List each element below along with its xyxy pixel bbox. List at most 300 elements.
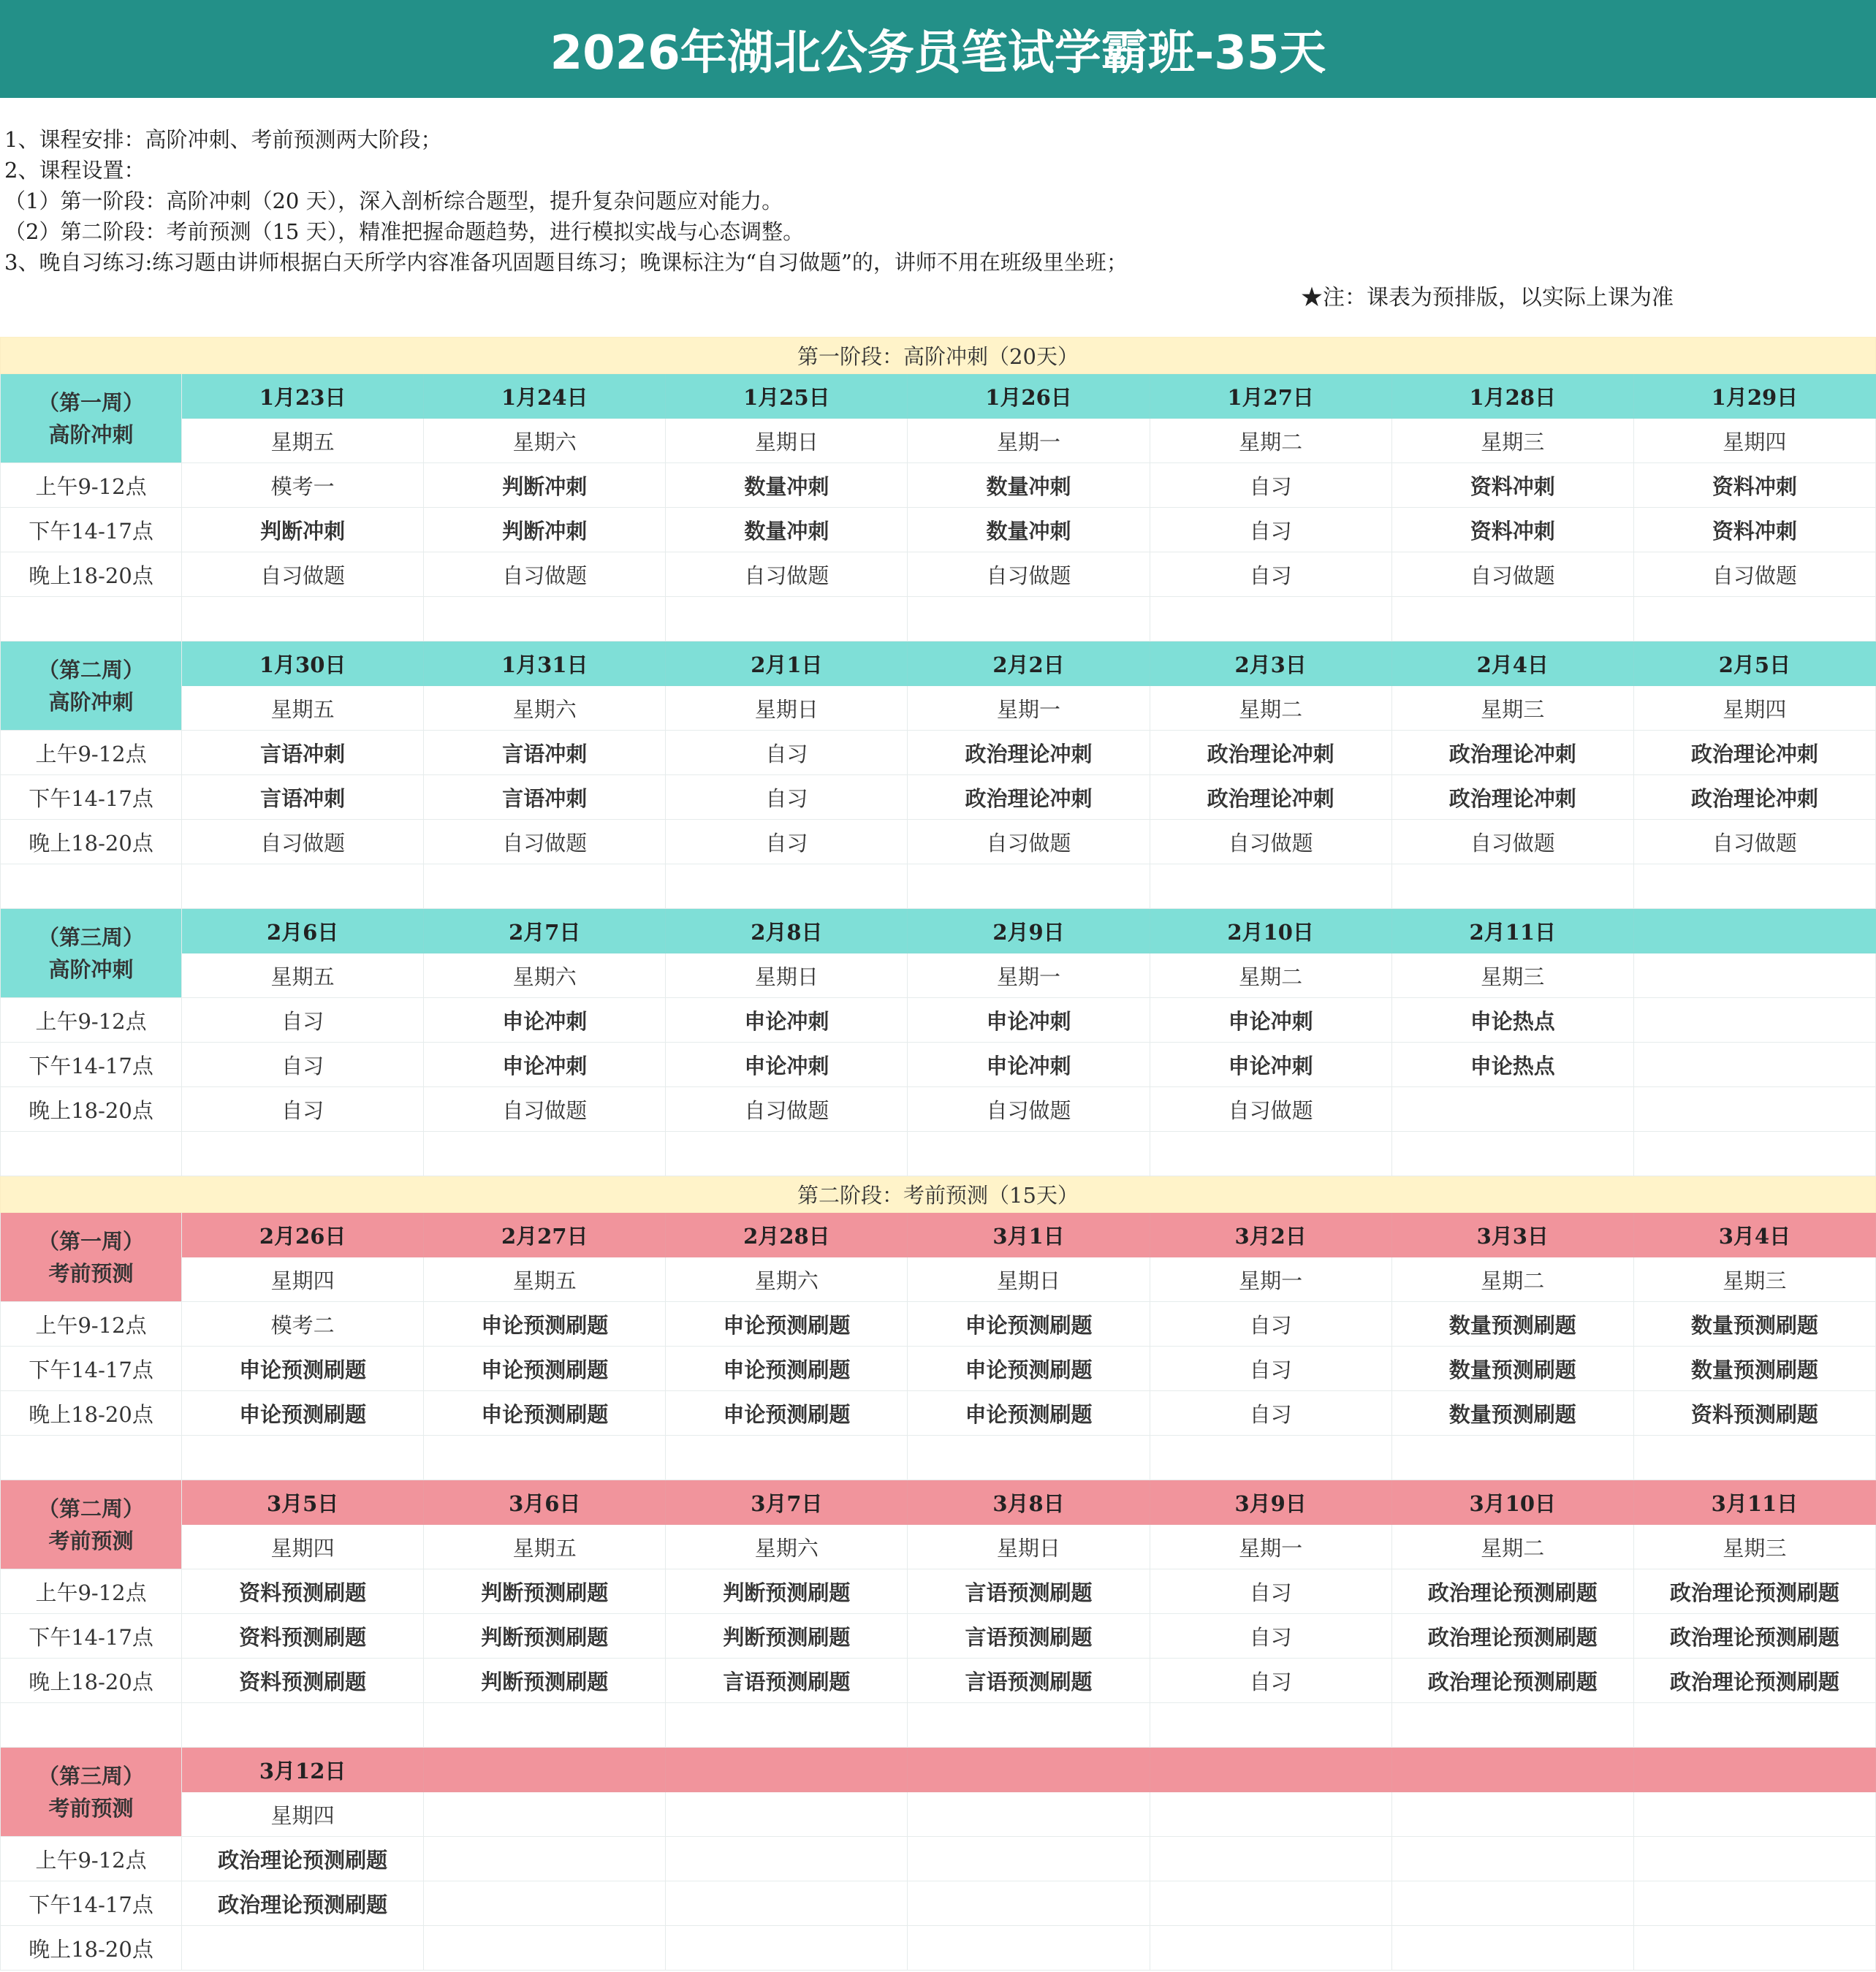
- spacer-cell: [1150, 1436, 1391, 1480]
- date-row: [1, 909, 1876, 953]
- date-cell: 2月28日: [666, 1213, 908, 1257]
- slot-row: [1, 1569, 1876, 1614]
- slot-row: [1, 1659, 1876, 1703]
- session-cell: 政治理论预测刷题: [1391, 1569, 1633, 1614]
- time-slot-label: 晚上18-20点: [1, 1926, 182, 1971]
- session-cell: 自习做题: [1150, 820, 1391, 864]
- session-cell: 模考一: [182, 463, 424, 508]
- time-slot-label: 上午9-12点: [1, 998, 182, 1043]
- time-slot-label: 下午14-17点: [1, 1043, 182, 1087]
- session-cell: 判断预测刷题: [666, 1569, 908, 1614]
- session-cell: 判断冲刺: [424, 508, 666, 552]
- session-cell: 申论冲刺: [666, 998, 908, 1043]
- session-cell: 自习: [1150, 463, 1391, 508]
- session-cell: 自习做题: [182, 552, 424, 597]
- session-cell: 数量冲刺: [908, 463, 1150, 508]
- spacer-cell: [1150, 1132, 1391, 1176]
- session-cell: 政治理论冲刺: [908, 731, 1150, 775]
- session-cell: 政治理论冲刺: [1391, 775, 1633, 820]
- weekday-row: [1, 419, 1876, 463]
- weekday-row: [1, 1525, 1876, 1569]
- weekday-cell: 星期三: [1633, 1257, 1875, 1302]
- session-cell: [1391, 1926, 1633, 1971]
- spacer-cell: [1150, 864, 1391, 909]
- weekday-cell: 星期四: [1633, 686, 1875, 731]
- week-number: （第一周）: [38, 389, 145, 415]
- weekday-cell: 星期二: [1391, 1525, 1633, 1569]
- session-cell: 资料冲刺: [1391, 463, 1633, 508]
- session-cell: 自习做题: [1391, 820, 1633, 864]
- session-cell: [666, 1926, 908, 1971]
- session-cell: 资料预测刷题: [182, 1659, 424, 1703]
- weekday-cell: 星期六: [666, 1525, 908, 1569]
- session-cell: 自习: [1150, 508, 1391, 552]
- session-cell: [1391, 1087, 1633, 1132]
- week-stage-name: 考前预测: [48, 1260, 134, 1286]
- weekday-cell: 星期三: [1391, 953, 1633, 998]
- date-cell: 2月6日: [182, 909, 424, 953]
- session-cell: 判断冲刺: [424, 463, 666, 508]
- date-cell: 2月3日: [1150, 642, 1391, 686]
- weekday-cell: 星期日: [908, 1525, 1150, 1569]
- session-cell: 自习做题: [908, 1087, 1150, 1132]
- time-slot-label: 上午9-12点: [1, 731, 182, 775]
- slot-row: [1, 775, 1876, 820]
- date-cell: 2月27日: [424, 1213, 666, 1257]
- weekday-row: [1, 953, 1876, 998]
- slot-row: [1, 998, 1876, 1043]
- weekday-cell: 星期二: [1150, 953, 1391, 998]
- session-cell: 自习: [1150, 1614, 1391, 1659]
- date-cell: 2月9日: [908, 909, 1150, 953]
- session-cell: 自习: [1150, 1347, 1391, 1391]
- session-cell: 申论热点: [1391, 998, 1633, 1043]
- intro-line: 1、课程安排：高阶冲刺、考前预测两大阶段；: [4, 127, 442, 152]
- time-slot-label: 下午14-17点: [1, 1347, 182, 1391]
- time-slot-label: 上午9-12点: [1, 1302, 182, 1347]
- spacer-cell: [1391, 1436, 1633, 1480]
- schedule-table: [0, 337, 1876, 1971]
- session-cell: 数量预测刷题: [1633, 1302, 1875, 1347]
- weekday-cell: 星期日: [666, 686, 908, 731]
- slot-row: [1, 1043, 1876, 1087]
- spacer-cell: [908, 1703, 1150, 1748]
- session-cell: 申论预测刷题: [182, 1391, 424, 1436]
- session-cell: [424, 1926, 666, 1971]
- week-stage-name: 高阶冲刺: [48, 956, 134, 982]
- weekday-cell: [908, 1792, 1150, 1837]
- date-cell: 2月2日: [908, 642, 1150, 686]
- time-slot-label: 下午14-17点: [1, 1614, 182, 1659]
- date-cell: 1月23日: [182, 374, 424, 419]
- week-number: （第一周）: [38, 1228, 145, 1254]
- intro-line: （1）第一阶段：高阶冲刺（20 天），深入剖析综合题型，提升复杂问题应对能力。: [4, 189, 783, 213]
- week-stage-name: 高阶冲刺: [48, 689, 134, 715]
- session-cell: 自习做题: [424, 552, 666, 597]
- spacer-cell: [182, 1703, 424, 1748]
- session-cell: 数量预测刷题: [1633, 1347, 1875, 1391]
- date-cell: 1月30日: [182, 642, 424, 686]
- date-cell: [666, 1748, 908, 1792]
- week-label: [1, 642, 182, 731]
- date-cell: 1月27日: [1150, 374, 1391, 419]
- spacer-cell: [1633, 1132, 1875, 1176]
- spacer-row: [1, 1703, 1876, 1748]
- spacer-cell: [182, 864, 424, 909]
- session-cell: 自习做题: [908, 552, 1150, 597]
- session-cell: 模考二: [182, 1302, 424, 1347]
- slot-row: [1, 1087, 1876, 1132]
- session-cell: 自习: [1150, 1569, 1391, 1614]
- weekday-cell: 星期二: [1391, 1257, 1633, 1302]
- session-cell: 资料冲刺: [1391, 508, 1633, 552]
- spacer-cell: [666, 864, 908, 909]
- weekday-cell: 星期五: [182, 953, 424, 998]
- weekday-row: [1, 1792, 1876, 1837]
- session-cell: 数量预测刷题: [1391, 1347, 1633, 1391]
- session-cell: 自习做题: [1391, 552, 1633, 597]
- slot-row: [1, 820, 1876, 864]
- slot-row: [1, 1391, 1876, 1436]
- date-cell: 1月26日: [908, 374, 1150, 419]
- weekday-cell: 星期六: [666, 1257, 908, 1302]
- spacer-cell: [1, 1132, 182, 1176]
- session-cell: 政治理论预测刷题: [182, 1881, 424, 1926]
- session-cell: 言语冲刺: [424, 731, 666, 775]
- session-cell: [1150, 1881, 1391, 1926]
- weekday-cell: 星期六: [424, 419, 666, 463]
- session-cell: 申论冲刺: [666, 1043, 908, 1087]
- weekday-cell: 星期六: [424, 953, 666, 998]
- weekday-cell: 星期五: [424, 1257, 666, 1302]
- session-cell: 自习: [1150, 1659, 1391, 1703]
- time-slot-label: 下午14-17点: [1, 508, 182, 552]
- weekday-cell: 星期六: [424, 686, 666, 731]
- spacer-cell: [424, 1703, 666, 1748]
- session-cell: 自习做题: [424, 1087, 666, 1132]
- session-cell: 数量预测刷题: [1391, 1391, 1633, 1436]
- schedule-note: ★注：课表为预排版，以实际上课为准: [1301, 285, 1674, 311]
- session-cell: 自习做题: [424, 820, 666, 864]
- session-cell: 自习: [666, 731, 908, 775]
- weekday-cell: [424, 1792, 666, 1837]
- week-label: [1, 1213, 182, 1302]
- date-row: [1, 642, 1876, 686]
- week-label: [1, 909, 182, 998]
- time-slot-label: 晚上18-20点: [1, 1391, 182, 1436]
- session-cell: 政治理论预测刷题: [1633, 1614, 1875, 1659]
- time-slot-label: 晚上18-20点: [1, 1659, 182, 1703]
- session-cell: [1633, 1926, 1875, 1971]
- slot-row: [1, 463, 1876, 508]
- date-cell: 2月5日: [1633, 642, 1875, 686]
- session-cell: 言语冲刺: [182, 775, 424, 820]
- spacer-cell: [1150, 597, 1391, 642]
- date-cell: 3月8日: [908, 1480, 1150, 1525]
- weekday-cell: [1633, 1792, 1875, 1837]
- date-cell: [1633, 1748, 1875, 1792]
- session-cell: [1391, 1881, 1633, 1926]
- week-number: （第二周）: [38, 1496, 145, 1521]
- date-cell: 2月7日: [424, 909, 666, 953]
- week-stage-name: 高阶冲刺: [48, 422, 134, 447]
- spacer-cell: [424, 864, 666, 909]
- session-cell: [1633, 1837, 1875, 1881]
- date-row: [1, 374, 1876, 419]
- weekday-row: [1, 1257, 1876, 1302]
- stage-banner-row: [1, 338, 1876, 374]
- time-slot-label: 晚上18-20点: [1, 552, 182, 597]
- session-cell: 自习: [1150, 1302, 1391, 1347]
- weekday-cell: 星期一: [1150, 1525, 1391, 1569]
- session-cell: 自习做题: [1633, 552, 1875, 597]
- session-cell: [908, 1881, 1150, 1926]
- date-cell: 2月11日: [1391, 909, 1633, 953]
- stage-title: 第二阶段：考前预测（15天）: [1, 1176, 1876, 1213]
- session-cell: 政治理论预测刷题: [1391, 1659, 1633, 1703]
- session-cell: [1391, 1837, 1633, 1881]
- session-cell: 资料预测刷题: [182, 1614, 424, 1659]
- session-cell: 自习做题: [1633, 820, 1875, 864]
- weekday-cell: [1150, 1792, 1391, 1837]
- spacer-cell: [666, 1436, 908, 1480]
- spacer-cell: [424, 597, 666, 642]
- spacer-cell: [1633, 1703, 1875, 1748]
- weekday-cell: [666, 1792, 908, 1837]
- session-cell: 申论预测刷题: [424, 1391, 666, 1436]
- week-label: [1, 1480, 182, 1569]
- spacer-cell: [1, 864, 182, 909]
- weekday-cell: 星期日: [908, 1257, 1150, 1302]
- session-cell: 言语冲刺: [424, 775, 666, 820]
- weekday-cell: 星期四: [182, 1525, 424, 1569]
- date-cell: [1391, 1748, 1633, 1792]
- session-cell: [1633, 1087, 1875, 1132]
- session-cell: 判断预测刷题: [424, 1569, 666, 1614]
- slot-row: [1, 552, 1876, 597]
- weekday-cell: 星期四: [182, 1792, 424, 1837]
- session-cell: [908, 1926, 1150, 1971]
- session-cell: 自习: [182, 1087, 424, 1132]
- session-cell: 政治理论预测刷题: [1633, 1569, 1875, 1614]
- session-cell: 资料冲刺: [1633, 508, 1875, 552]
- week-label: [1, 374, 182, 463]
- session-cell: 自习做题: [182, 820, 424, 864]
- week-stage-name: 考前预测: [48, 1528, 134, 1553]
- session-cell: 申论预测刷题: [424, 1302, 666, 1347]
- date-cell: 2月26日: [182, 1213, 424, 1257]
- session-cell: 自习: [666, 775, 908, 820]
- weekday-cell: 星期三: [1391, 419, 1633, 463]
- intro-line: 3、晚自习练习:练习题由讲师根据白天所学内容准备巩固题目练习；晚课标注为“自习做题”的，讲师不用在班级里坐班；: [4, 250, 1128, 275]
- date-cell: 1月25日: [666, 374, 908, 419]
- time-slot-label: 下午14-17点: [1, 1881, 182, 1926]
- course-intro: [4, 124, 1868, 278]
- week-label: [1, 1748, 182, 1837]
- session-cell: 申论预测刷题: [666, 1302, 908, 1347]
- slot-row: [1, 1614, 1876, 1659]
- slot-row: [1, 1347, 1876, 1391]
- session-cell: [1633, 1043, 1875, 1087]
- session-cell: 申论预测刷题: [908, 1347, 1150, 1391]
- date-cell: 3月6日: [424, 1480, 666, 1525]
- weekday-cell: 星期五: [182, 419, 424, 463]
- spacer-row: [1, 864, 1876, 909]
- weekday-cell: 星期一: [908, 686, 1150, 731]
- session-cell: 自习: [1150, 1391, 1391, 1436]
- week-number: （第二周）: [38, 657, 145, 682]
- spacer-cell: [1633, 864, 1875, 909]
- spacer-cell: [1391, 864, 1633, 909]
- spacer-cell: [666, 1703, 908, 1748]
- session-cell: 申论冲刺: [908, 998, 1150, 1043]
- session-cell: 申论预测刷题: [666, 1391, 908, 1436]
- spacer-cell: [1633, 597, 1875, 642]
- date-cell: 2月4日: [1391, 642, 1633, 686]
- spacer-cell: [908, 597, 1150, 642]
- session-cell: [908, 1837, 1150, 1881]
- session-cell: 数量冲刺: [666, 508, 908, 552]
- session-cell: 申论冲刺: [1150, 1043, 1391, 1087]
- date-row: [1, 1213, 1876, 1257]
- spacer-cell: [424, 1132, 666, 1176]
- session-cell: [666, 1837, 908, 1881]
- date-cell: 3月7日: [666, 1480, 908, 1525]
- date-cell: 3月11日: [1633, 1480, 1875, 1525]
- session-cell: 申论热点: [1391, 1043, 1633, 1087]
- weekday-cell: 星期一: [908, 419, 1150, 463]
- session-cell: 数量冲刺: [908, 508, 1150, 552]
- session-cell: 言语预测刷题: [908, 1659, 1150, 1703]
- weekday-cell: [1633, 953, 1875, 998]
- session-cell: [1150, 1837, 1391, 1881]
- date-row: [1, 1748, 1876, 1792]
- session-cell: 判断预测刷题: [666, 1614, 908, 1659]
- weekday-cell: 星期五: [424, 1525, 666, 1569]
- spacer-cell: [182, 1436, 424, 1480]
- date-cell: 3月2日: [1150, 1213, 1391, 1257]
- page-title: 2026年湖北公务员笔试学霸班-35天: [0, 0, 1876, 98]
- session-cell: 自习做题: [666, 552, 908, 597]
- time-slot-label: 上午9-12点: [1, 1837, 182, 1881]
- session-cell: 申论预测刷题: [666, 1347, 908, 1391]
- session-cell: 自习: [182, 998, 424, 1043]
- session-cell: 资料冲刺: [1633, 463, 1875, 508]
- date-cell: [908, 1748, 1150, 1792]
- session-cell: 申论预测刷题: [424, 1347, 666, 1391]
- session-cell: 言语预测刷题: [908, 1569, 1150, 1614]
- spacer-cell: [1150, 1703, 1391, 1748]
- weekday-cell: 星期一: [1150, 1257, 1391, 1302]
- weekday-cell: [1391, 1792, 1633, 1837]
- session-cell: 政治理论冲刺: [1633, 731, 1875, 775]
- session-cell: 政治理论预测刷题: [1633, 1659, 1875, 1703]
- date-cell: 3月9日: [1150, 1480, 1391, 1525]
- weekday-row: [1, 686, 1876, 731]
- session-cell: 政治理论预测刷题: [182, 1837, 424, 1881]
- time-slot-label: 上午9-12点: [1, 463, 182, 508]
- session-cell: [1633, 998, 1875, 1043]
- spacer-row: [1, 1436, 1876, 1480]
- spacer-cell: [182, 597, 424, 642]
- spacer-cell: [1, 1703, 182, 1748]
- date-cell: 1月29日: [1633, 374, 1875, 419]
- session-cell: 申论冲刺: [1150, 998, 1391, 1043]
- spacer-cell: [908, 1436, 1150, 1480]
- session-cell: 政治理论冲刺: [1150, 731, 1391, 775]
- session-cell: 言语预测刷题: [666, 1659, 908, 1703]
- time-slot-label: 晚上18-20点: [1, 820, 182, 864]
- date-cell: [1633, 909, 1875, 953]
- session-cell: [424, 1837, 666, 1881]
- date-cell: 1月28日: [1391, 374, 1633, 419]
- spacer-row: [1, 1132, 1876, 1176]
- session-cell: 判断预测刷题: [424, 1614, 666, 1659]
- spacer-cell: [908, 864, 1150, 909]
- intro-line: （2）第二阶段：考前预测（15 天），精准把握命题趋势，进行模拟实战与心态调整。: [4, 219, 805, 244]
- spacer-row: [1, 597, 1876, 642]
- time-slot-label: 上午9-12点: [1, 1569, 182, 1614]
- week-number: （第三周）: [38, 924, 145, 950]
- slot-row: [1, 1837, 1876, 1881]
- spacer-cell: [666, 1132, 908, 1176]
- date-cell: 3月3日: [1391, 1213, 1633, 1257]
- session-cell: 判断冲刺: [182, 508, 424, 552]
- spacer-cell: [1391, 1132, 1633, 1176]
- week-stage-name: 考前预测: [48, 1795, 134, 1821]
- time-slot-label: 晚上18-20点: [1, 1087, 182, 1132]
- session-cell: 申论冲刺: [424, 998, 666, 1043]
- weekday-cell: 星期日: [666, 953, 908, 998]
- session-cell: [666, 1881, 908, 1926]
- weekday-cell: 星期四: [182, 1257, 424, 1302]
- stage-banner-row: [1, 1176, 1876, 1213]
- date-cell: 2月1日: [666, 642, 908, 686]
- weekday-cell: 星期日: [666, 419, 908, 463]
- session-cell: 资料预测刷题: [182, 1569, 424, 1614]
- session-cell: [182, 1926, 424, 1971]
- session-cell: 自习做题: [1150, 1087, 1391, 1132]
- session-cell: 政治理论冲刺: [1150, 775, 1391, 820]
- time-slot-label: 下午14-17点: [1, 775, 182, 820]
- date-cell: 3月12日: [182, 1748, 424, 1792]
- date-cell: 1月31日: [424, 642, 666, 686]
- weekday-cell: 星期五: [182, 686, 424, 731]
- session-cell: 自习做题: [908, 820, 1150, 864]
- date-cell: 3月1日: [908, 1213, 1150, 1257]
- slot-row: [1, 731, 1876, 775]
- session-cell: 申论冲刺: [424, 1043, 666, 1087]
- spacer-cell: [1, 597, 182, 642]
- slot-row: [1, 1302, 1876, 1347]
- spacer-cell: [424, 1436, 666, 1480]
- week-number: （第三周）: [38, 1763, 145, 1789]
- spacer-cell: [1391, 1703, 1633, 1748]
- date-cell: 3月4日: [1633, 1213, 1875, 1257]
- spacer-cell: [182, 1132, 424, 1176]
- session-cell: 自习: [1150, 552, 1391, 597]
- session-cell: 自习: [666, 820, 908, 864]
- slot-row: [1, 1881, 1876, 1926]
- weekday-cell: 星期二: [1150, 419, 1391, 463]
- session-cell: 言语冲刺: [182, 731, 424, 775]
- session-cell: 申论预测刷题: [182, 1347, 424, 1391]
- date-cell: [424, 1748, 666, 1792]
- spacer-cell: [1, 1436, 182, 1480]
- intro-line: 2、课程设置：: [4, 158, 145, 183]
- spacer-cell: [908, 1132, 1150, 1176]
- session-cell: 申论预测刷题: [908, 1391, 1150, 1436]
